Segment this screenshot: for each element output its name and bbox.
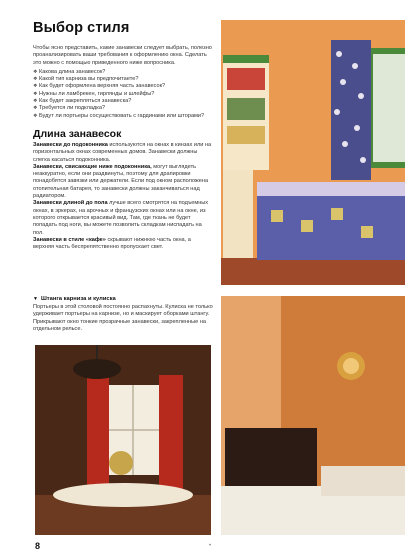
shelf-items-3 [227, 126, 265, 144]
diamond-bullet-icon: ❖ [33, 68, 38, 75]
paragraph-floor-length: Занавески длиной до пола лучше всего смотрятся на подъемных окнах, в эркерах, на арочных и французских окнах или на окне, из которого открывается красивый вид. Там, где ткань не будет попадать под ноги, вы можете позволить складкам ниспадать на пол. [33, 200, 209, 236]
chandelier [73, 359, 121, 379]
bed-quilt [257, 188, 405, 260]
diamond-bullet-icon: ❖ [33, 83, 38, 90]
diamond-bullet-icon: ❖ [33, 98, 38, 105]
shelf-items-2 [227, 98, 265, 120]
question-item: ❖ Требуется ли подкладка? [33, 105, 106, 112]
bedroom-illustration [221, 20, 405, 285]
page-number: 8 [35, 541, 41, 551]
question-item: ❖ Как будет закрепляться занавеска? [33, 98, 132, 105]
triangle-pointer-icon: ▼ [33, 296, 38, 302]
paragraph-sill-length: Занавески до подоконника используются на окнах в кинзах или на горизонтальных окнах современных домов. Занавески должны слегка касаться подоконника. [33, 141, 212, 163]
caption-text: Портьеры в этой столовой постоянно распахнуты. Кулиска не только удерживает портьеры на карнизе, но и маскирует оборками штангу. Прикрывают окно тонкие прозрачные занавески, закрепленные на отдельном рельсе. [33, 304, 213, 332]
dining-illustration [35, 345, 211, 535]
question-item: ❖ Нужны ли ламбрекен, гирлянды и шлейфы? [33, 90, 155, 97]
question-item: ❖ Будут ли портьеры сосуществовать с гардинами или шторами? [33, 112, 205, 119]
diamond-bullet-icon: ❖ [33, 105, 38, 112]
question-item: ❖ Какой тип карниза вы предпочитаете? [33, 76, 139, 83]
paragraph-below-sill: Занавески, свисающие ниже подоконника, могут выглядеть неаккуратно, если они раздвинуты, поэтому для драпировки понадобятся завязки или держатели. Если под окном расположена отопительная батарея, то занавески должны заканчиваться над радиатором. [33, 163, 209, 200]
pillows [321, 466, 405, 496]
question-item: ❖ Какова длина занавесок? [33, 68, 106, 75]
diamond-bullet-icon: ❖ [33, 76, 38, 83]
window-glass [373, 54, 405, 162]
floor [221, 258, 405, 285]
question-list [33, 69, 213, 120]
shelf-trim [223, 55, 269, 63]
section-heading-curtain-length: Длина занавесок [33, 127, 122, 140]
paragraph-cafe-style: Занавески в стиле «кафе» скрывают нижнюю часть окна, а верхняя часть беспрепятственно пропускает свет. [33, 236, 191, 251]
rail-caption [33, 296, 213, 333]
flower-arrangement [109, 451, 133, 475]
diamond-bullet-icon: ❖ [33, 90, 38, 97]
center-dot: • [209, 543, 212, 549]
bedroom-photo [221, 20, 405, 285]
warm-bedroom-photo [221, 296, 405, 535]
shelf-items [227, 68, 265, 90]
dining-room-photo [35, 345, 211, 535]
page-title: Выбор стиля [33, 20, 130, 36]
question-item: ❖ Как будет оформлена верхняя часть занавесок? [33, 83, 166, 90]
bed-pillows [257, 182, 405, 196]
caption-heading: ▼ Штанга карниза и кулиска [33, 296, 116, 302]
intro-paragraph: Чтобы ясно представить, какие занавески следует выбрать, полезно проанализировать ваши требования к оформлению окна. Сделать это можно с помощью приведенного ниже вопросника. [33, 45, 212, 66]
text-column [33, 20, 213, 251]
table-setting [53, 483, 193, 507]
diamond-bullet-icon: ❖ [33, 112, 38, 119]
dark-chest [225, 428, 317, 496]
warm-bedroom-illustration [221, 296, 405, 535]
